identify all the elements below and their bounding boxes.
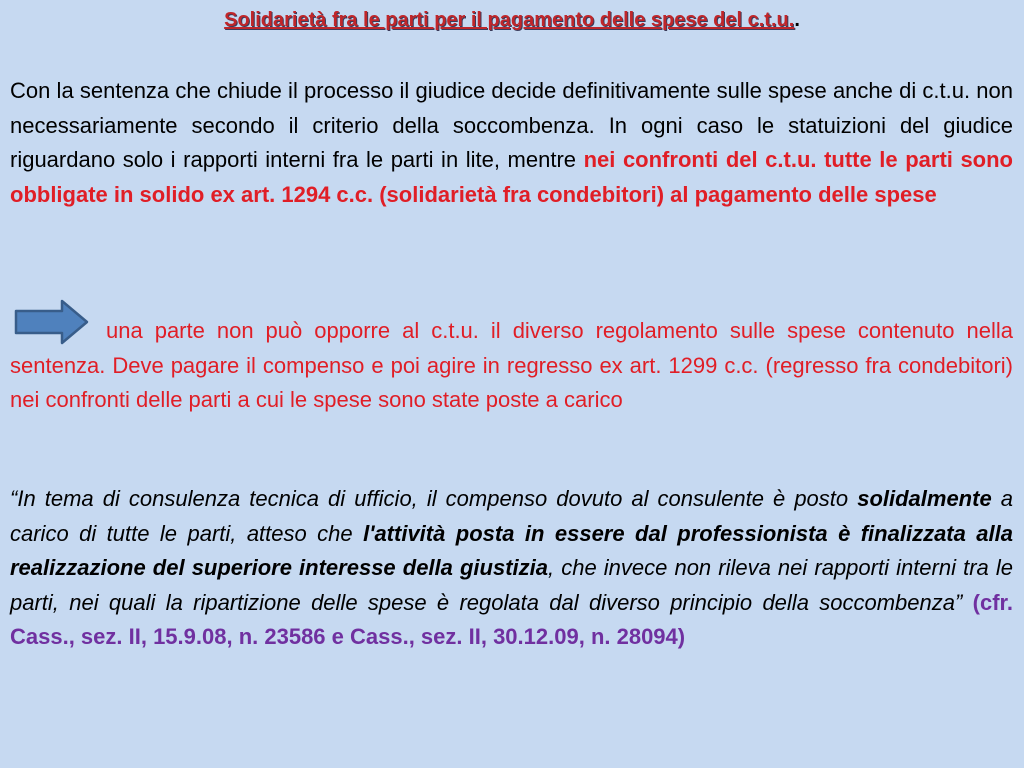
quote-part-1: “In tema di consulenza tecnica di ufficio, il compenso dovuto al consulente è posto	[10, 486, 858, 511]
slide-title-text: Solidarietà fra le parti per il pagamento delle spese del c.t.u.	[224, 9, 795, 31]
quote-part-3: a carico di tutte le parti, atteso che	[10, 486, 1013, 546]
quote-solidalmente: solidalmente	[857, 486, 992, 511]
quote-part-5: , che invece non rileva nei rapporti interni tra le parti, nei quali la ripartizione delle spese è regolata dal diverso principio della soccombenza”	[10, 555, 1013, 615]
slide-title-period: .	[794, 9, 800, 31]
paragraph-sentenza	[10, 74, 1013, 212]
slide-title	[0, 6, 1024, 34]
arrow-spacer	[10, 328, 106, 338]
paragraph-regresso-text: una parte non può opporre al c.t.u. il diverso regolamento sulle spese contenuto nella sentenza. Deve pagare il compenso e poi agire in regresso ex art. 1299 c.c. (regresso fra condebitori) nei confronti delle parti a cui le spese sono state poste a carico	[10, 318, 1013, 412]
paragraph-regresso	[10, 314, 1013, 418]
quote-emphasis: l'attività posta in essere dal professionista è finalizzata alla realizzazione del superiore interesse della giustizia	[10, 520, 1013, 580]
paragraph-quote	[10, 482, 1013, 655]
quote-citation: (cfr. Cass., sez. II, 15.9.08, n. 23586 e Cass., sez. II, 30.12.09, n. 28094)	[10, 589, 1013, 649]
paragraph-sentenza-text: Con la sentenza che chiude il processo il giudice decide definitivamente sulle spese anche di c.t.u. non necessariamente secondo il criterio della soccombenza. In ogni caso le statuizioni del giudice riguardano solo i rapporti interni fra le parti in lite, mentre	[10, 78, 1013, 172]
paragraph-sentenza-highlight: nei confronti del c.t.u. tutte le parti sono obbligate in solido ex art. 1294 c.c. (solidarietà fra condebitori) al pagamento delle spese	[10, 147, 1013, 207]
